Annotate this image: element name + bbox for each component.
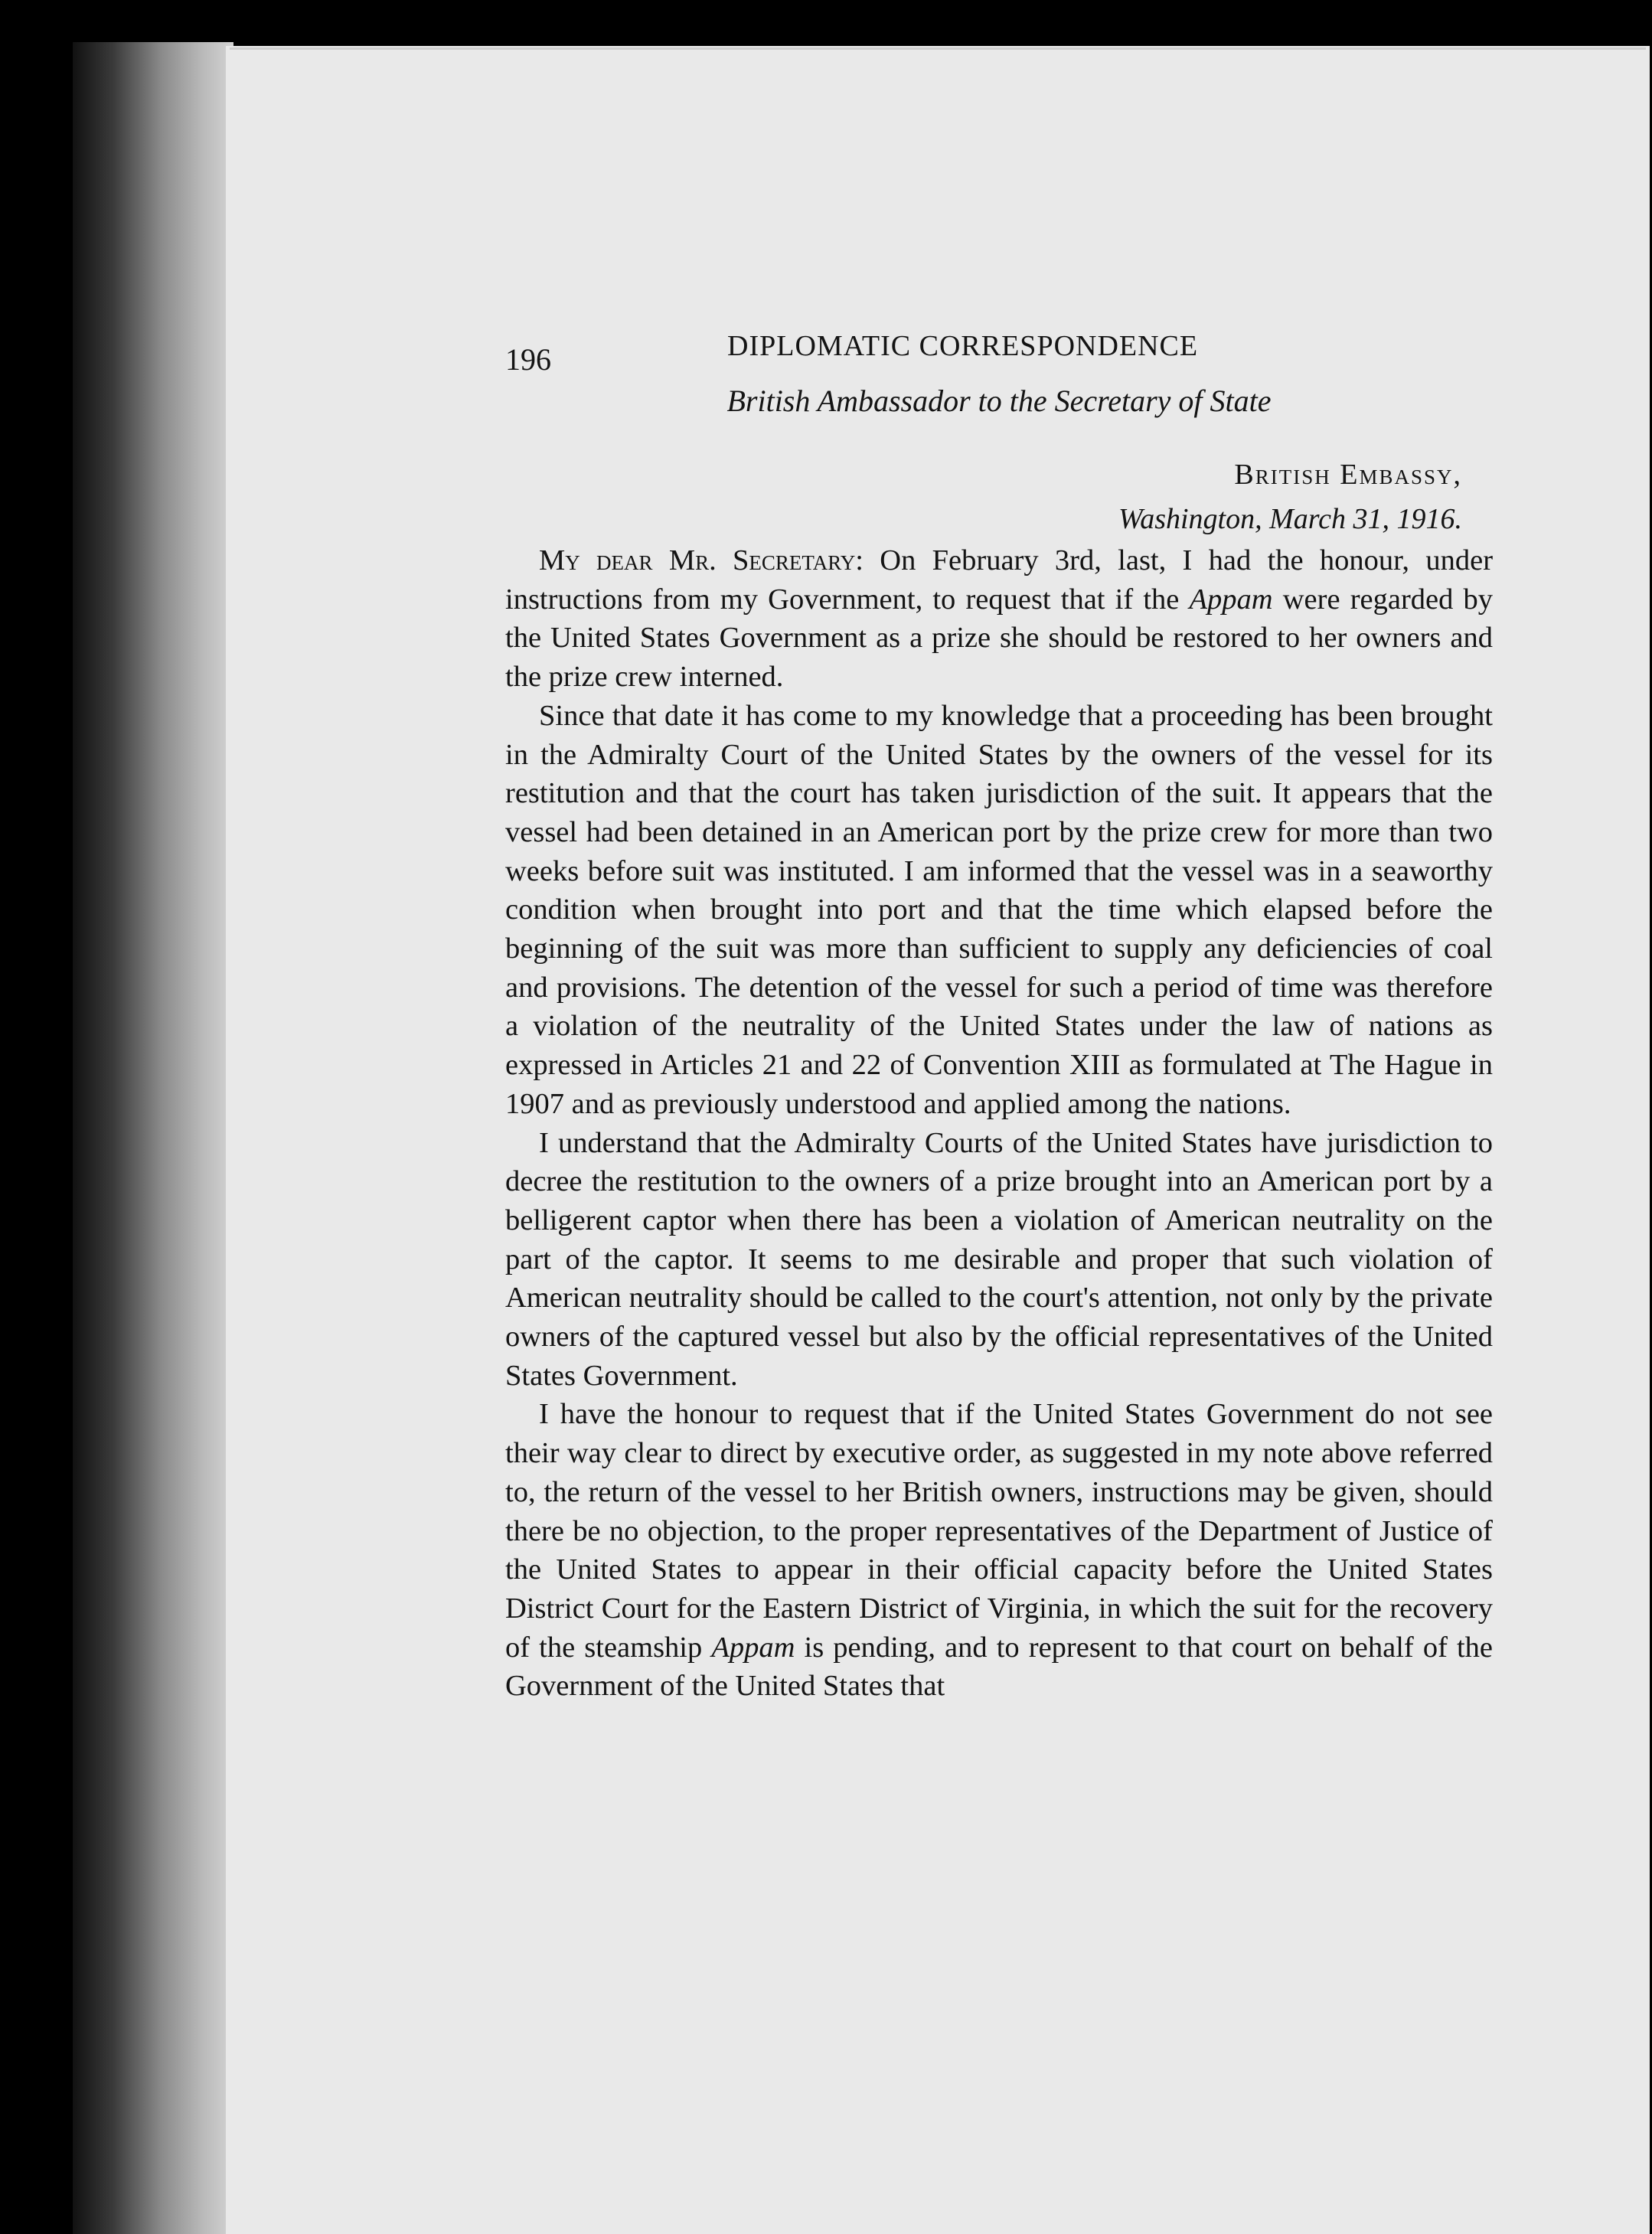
sender-block — [505, 452, 1493, 541]
sender-place-date: Washington, March 31, 1916. — [1118, 503, 1462, 535]
ship-name: Appam — [1189, 583, 1273, 616]
paragraph-1-text-a: On February 3rd, last, I had the honour, under instructions from my Government, to request that if the — [505, 544, 1494, 616]
letter-heading: British Ambassador to the Secretary of State — [726, 384, 1272, 418]
paragraph-1 — [505, 541, 1493, 697]
letter-body — [505, 541, 1493, 1706]
paragraph-4-text-b: is pending, and to represent to that court on behalf of the Government of the United States that — [505, 1631, 1494, 1703]
paragraph-4 — [505, 1395, 1493, 1706]
scan-binding-edge — [73, 42, 233, 2234]
running-title: DIPLOMATIC CORRESPONDENCE — [727, 330, 1199, 362]
paragraph-3: I understand that the Admiralty Courts of the United States have jurisdiction to decree the restitution to the owners of a prize brought into an American port by a belligerent captor when there has been a violation of American neutrality on the part of the captor. It seems to me desirable and proper that such violation of American neutrality should be called to the court's attention, not only by the private owners of the captured vessel but also by the official representatives of the United States Government. — [505, 1126, 1493, 1392]
running-head — [505, 306, 1493, 375]
page-number: 196 — [505, 342, 551, 377]
page-top-edge — [230, 47, 1646, 50]
page-content — [505, 306, 1493, 1706]
paragraph-4-text-a: I have the honour to request that if the United States Government do not see their way clear to direct by executive order, as suggested in my note above referred to, the return of the vessel to her British owners, instructions may be given, should there be no objection, to the proper representatives of the Department of Justice of the United States to appear in their official capacity before the United States District Court for the Eastern District of Virginia, in which the suit for the recovery of the steamship — [505, 1398, 1493, 1664]
sender-address: British Embassy, — [1234, 459, 1462, 491]
paragraph-1-text-b: were regarded by the United States Government as a prize she should be restored to her owners and the prize crew interned. — [505, 583, 1494, 694]
salutation: My dear Mr. Secretary: — [539, 544, 864, 576]
ship-name: Appam — [711, 1631, 795, 1664]
paragraph-2: Since that date it has come to my knowledge that a proceeding has been brought in the Admiralty Court of the United States by the owners of the vessel for its restitution and that the court has taken jurisdiction of the suit. It appears that the vessel had been detained in an American port by the prize crew for more than two weeks before suit was instituted. I am informed that the vessel was in a seaworthy condition when brought into port and that the time which elapsed before the beginning of the suit was more than sufficient to supply any deficiencies of coal and provisions. The detention of the vessel for such a period of time was therefore a violation of the neutrality of the United States under the law of nations as expressed in Articles 21 and 22 of Convention XIII as formulated at The Hague in 1907 and as previously understood and applied among the nations. — [505, 699, 1493, 1120]
